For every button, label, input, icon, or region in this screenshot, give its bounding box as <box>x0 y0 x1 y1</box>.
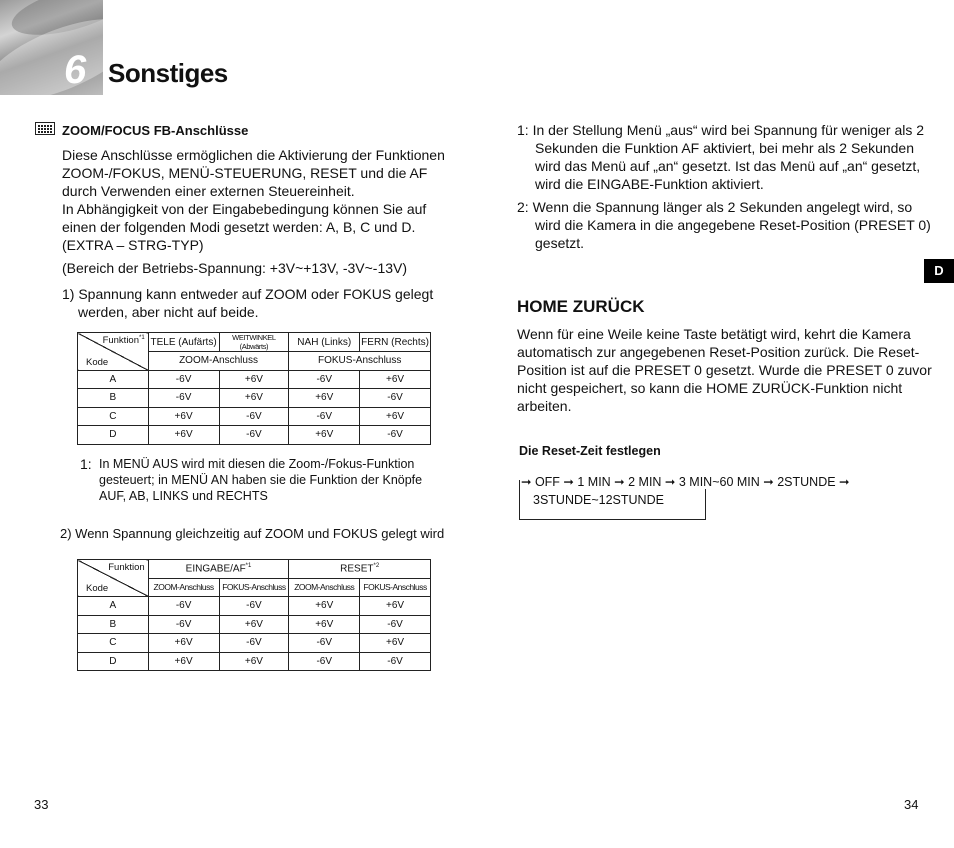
table-header: FERN (Rechts) <box>360 333 431 352</box>
connector-icon <box>35 122 55 135</box>
table-row: B -6V +6V +6V -6V <box>78 389 431 408</box>
table-group-header: RESET$^{*2}$ <box>289 560 431 579</box>
item-2: 2) Wenn Spannung gleichzeitig auf ZOOM und FOKUS gelegt wird <box>60 526 445 541</box>
voltage-range: (Bereich der Betriebs-Spannung: +3V~+13V, -3V~-13V) <box>62 260 408 276</box>
chapter-number: 6 <box>64 48 87 92</box>
reset-sequence: ➞ OFF ➞ 1 MIN ➞ 2 MIN ➞ 3 MIN~60 MIN ➞ 2STUNDE ➞ <box>521 475 850 489</box>
table-header: NAH (Links) <box>289 333 360 352</box>
footnote-2: 2: Wenn die Spannung länger als 2 Sekunden angelegt wird, so wird die Kamera in die angegebene Reset-Position (PRESET 0) gesetzt. <box>517 199 931 251</box>
page-number-right: 34 <box>904 797 919 812</box>
note-1-text: In MENÜ AUS wird mit diesen die Zoom-/Fokus-Funktion gesteuert; in MENÜ AN haben sie die Funktion der Knöpfe AUF, AB, LINKS und RECHTS <box>99 457 423 503</box>
table-row: C +6V -6V -6V +6V <box>78 407 431 426</box>
zoom-focus-table <box>77 332 431 445</box>
table-group-header: ZOOM-Anschluss <box>148 352 289 371</box>
section-title: ZOOM/FOCUS FB-Anschlüsse <box>62 123 249 138</box>
table-header: ZOOM-Anschluss <box>148 578 219 597</box>
table-row: C +6V -6V -6V +6V <box>78 634 431 653</box>
home-section-title: HOME ZURÜCK <box>517 297 645 316</box>
reset-time-title: Die Reset-Zeit festlegen <box>519 444 661 458</box>
reset-sequence-continued: 3STUNDE~12STUNDE <box>533 493 668 507</box>
home-paragraph: Wenn für eine Weile keine Taste betätigt wird, kehrt die Kamera automatisch zur angegebenen Reset-Position zurück. Die Reset- Position ist auf die PRESET 0 gesetzt. Wurde die PRESET 0 zuvor nicht gespeichert, so kann die HOME ZURÜCK-Funktion nicht arbeiten. <box>517 326 932 414</box>
item-1: 1) Spannung kann entweder auf ZOOM oder FOKUS gelegt werden, aber nicht auf beide. <box>62 286 434 320</box>
chapter-title: Sonstiges <box>108 58 228 88</box>
table-group-header: EINGABE/AF$^{*1}$ <box>148 560 289 579</box>
table-corner: Funktion$^{*1}$ Kode <box>78 333 149 371</box>
table-header: TELE (Aufärts) <box>148 333 219 352</box>
table-header: WEITWINKEL (Abwärts) <box>219 333 289 352</box>
simultaneous-table <box>77 559 431 671</box>
table-row: B -6V +6V +6V -6V <box>78 615 431 634</box>
language-tab: D <box>924 259 954 283</box>
table-header: ZOOM-Anschluss <box>289 578 360 597</box>
table-corner: Funktion Kode <box>78 560 149 597</box>
table-group-header: FOKUS-Anschluss <box>289 352 431 371</box>
table-header: FOKUS-Anschluss <box>219 578 289 597</box>
table-row: A -6V +6V -6V +6V <box>78 370 431 389</box>
chapter-header-image <box>0 0 103 95</box>
table-row: D +6V +6V -6V -6V <box>78 652 431 671</box>
table-row: D +6V -6V +6V -6V <box>78 426 431 445</box>
footnote-1: 1: In der Stellung Menü „aus“ wird bei Spannung für weniger als 2 Sekunden die Funktion AF aktiviert, bei mehr als 2 Sekunden wird das Menü auf „an“ gesetzt. Ist das Menü auf „an“ gesetzt, wird die EINGABE-Funktion aktiviert. <box>517 122 925 192</box>
page-number-left: 33 <box>34 797 49 812</box>
table-row: A -6V -6V +6V +6V <box>78 597 431 616</box>
intro-paragraph: Diese Anschlüsse ermöglichen die Aktivierung der Funktionen ZOOM-/FOKUS, MENÜ-STEUERUNG, RESET und die AF durch Verwenden einer externen Steuereinheit. In Abhängigkeit von der Eingabebedingung können Sie auf einen der folgenden Modi gesetzt werden: A, B, C und D. (EXTRA – STRG-TYP) <box>62 147 445 253</box>
table-header: FOKUS-Anschluss <box>360 578 431 597</box>
note-1-marker: 1: <box>80 456 92 472</box>
